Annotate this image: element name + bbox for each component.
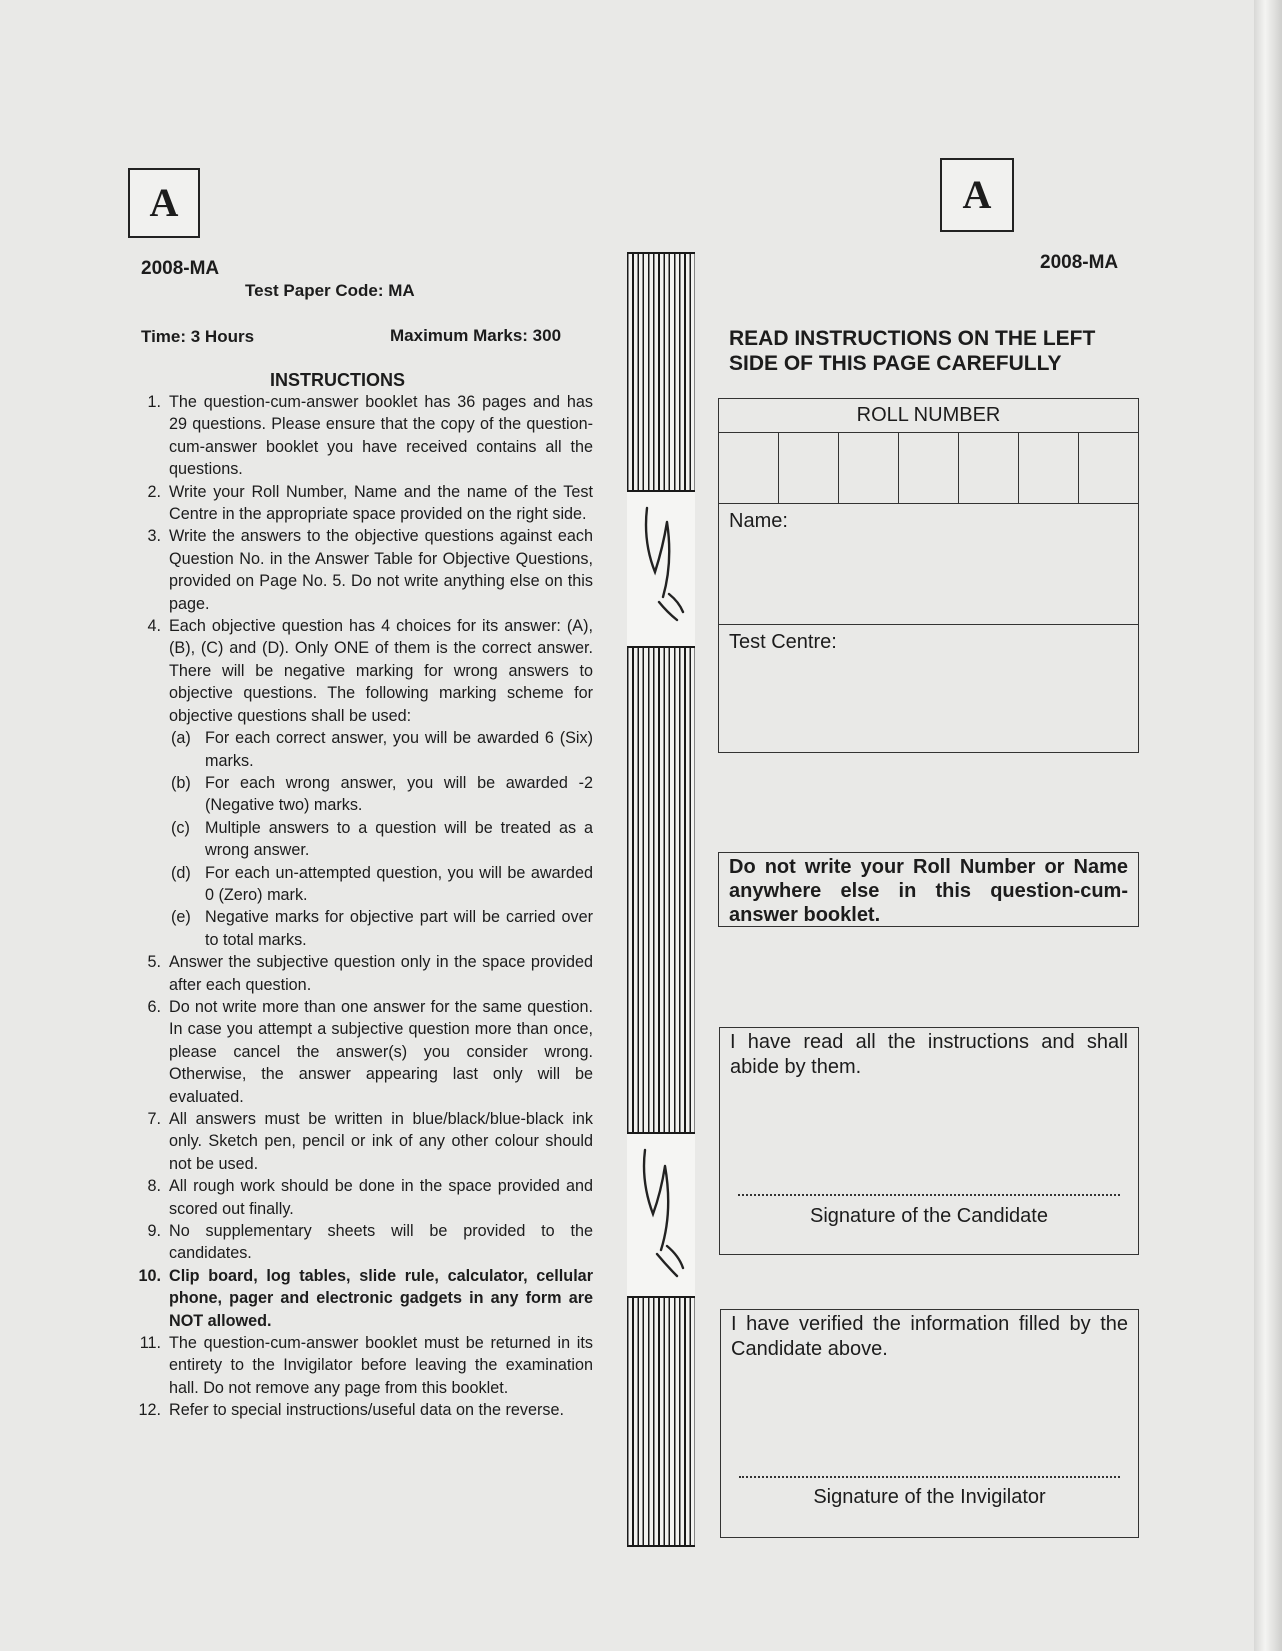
- instruction-number: 2.: [147, 482, 161, 501]
- time-allowed: Time: 3 Hours: [141, 327, 255, 346]
- instruction-text: All rough work should be done in the space provided and scored out finally.: [169, 1177, 593, 1218]
- instruction-item: [133, 1265, 593, 1332]
- instructions-heading: INSTRUCTIONS: [270, 370, 405, 390]
- roll-number-cell[interactable]: [839, 433, 899, 503]
- roll-number-label: ROLL NUMBER: [719, 399, 1138, 433]
- marking-scheme-label: (c): [171, 818, 190, 837]
- marking-scheme-label: (d): [171, 863, 191, 882]
- candidate-signature-line[interactable]: [738, 1194, 1120, 1196]
- name-label: Name:: [729, 510, 788, 532]
- invigilator-verification-box: [720, 1309, 1139, 1538]
- roll-number-cells: [719, 433, 1138, 504]
- binding-stripes: [627, 1296, 695, 1547]
- set-letter: A: [149, 180, 179, 225]
- roll-number-cell[interactable]: [1079, 433, 1138, 503]
- roll-number-cell[interactable]: [959, 433, 1019, 503]
- test-centre-field[interactable]: [719, 625, 1138, 660]
- instruction-item: [133, 525, 593, 615]
- instruction-item: [133, 615, 593, 951]
- set-letter-box-left: [128, 168, 200, 238]
- marking-scheme-text: For each un-attempted question, you will be awarded 0 (Zero) mark.: [205, 863, 593, 904]
- read-instructions-notice: [729, 326, 1129, 376]
- warning-notice: Do not write your Roll Number or Name anywhere else in this question-cum-answer booklet.: [718, 852, 1139, 927]
- instruction-number: 8.: [147, 1177, 161, 1196]
- instruction-number: 3.: [147, 527, 161, 546]
- instruction-item: [133, 1399, 593, 1421]
- read-instructions-line: READ INSTRUCTIONS ON THE LEFT: [729, 327, 1096, 350]
- binding-strip: [627, 252, 695, 1543]
- set-letter-box-right: [940, 158, 1014, 232]
- verification-text: I have verified the information filled by the Candidate above.: [731, 1313, 1128, 1360]
- instruction-item: [133, 996, 593, 1108]
- instruction-text: The question-cum-answer booklet must be returned in its entirety to the Invigilator before leaving the examination hall. Do not remove any page from this booklet.: [169, 1334, 593, 1397]
- instruction-item: [133, 1108, 593, 1175]
- marking-scheme-text: For each correct answer, you will be awarded 6 (Six) marks.: [205, 729, 593, 770]
- roll-number-cell[interactable]: [1019, 433, 1079, 503]
- instruction-number: 1.: [147, 393, 161, 411]
- marking-scheme-list: [169, 727, 593, 951]
- instruction-text: Write the answers to the objective questions against each Question No. in the Answer Table for Objective Questions, provided on Page No. 5. Do not write anything else on this page.: [169, 527, 593, 613]
- invigilator-signature-line[interactable]: [739, 1476, 1120, 1478]
- marking-scheme-text: Multiple answers to a question will be treated as a wrong answer.: [205, 818, 593, 860]
- instruction-text: The question-cum-answer booklet has 36 pages and has 29 questions. Please ensure that the copy of the question-cum-answer booklet you have received contains all the questions.: [169, 393, 593, 479]
- marking-scheme-item: [169, 906, 593, 951]
- instruction-text: Write your Roll Number, Name and the name of the Test Centre in the appropriate space provided on the right side.: [169, 482, 593, 524]
- instruction-text: No supplementary sheets will be provided to the candidates.: [169, 1222, 593, 1263]
- instructions-list: [133, 391, 593, 1422]
- instruction-item: [133, 1175, 593, 1220]
- marking-scheme-label: (e): [171, 908, 191, 927]
- test-paper-code: Test Paper Code: MA: [245, 281, 415, 300]
- invigilator-signature-label: Signature of the Invigilator: [813, 1486, 1046, 1508]
- candidate-declaration-box: [719, 1027, 1139, 1255]
- instruction-number: 7.: [147, 1110, 161, 1128]
- marking-scheme-item: [169, 727, 593, 772]
- candidate-signature-label: Signature of the Candidate: [810, 1205, 1048, 1227]
- name-field[interactable]: [719, 504, 1138, 625]
- instruction-text: Clip board, log tables, slide rule, calculator, cellular phone, pager and electronic gadgets in any form are NOT allowed.: [169, 1266, 593, 1330]
- instruction-number: 11.: [139, 1334, 161, 1353]
- paper-code-right: 2008-MA: [1040, 252, 1119, 273]
- roll-number-cell[interactable]: [719, 433, 779, 503]
- instruction-number: 6.: [147, 997, 161, 1016]
- marking-scheme-text: Negative marks for objective part will be carried over to total marks.: [205, 908, 593, 949]
- marking-scheme-text: For each wrong answer, you will be awarded -2 (Negative two) marks.: [205, 773, 593, 815]
- instruction-text: Answer the subjective question only in the space provided after each question.: [169, 953, 593, 994]
- marking-scheme-item: [169, 772, 593, 817]
- roll-number-cell[interactable]: [779, 433, 839, 503]
- marking-scheme-item: [169, 817, 593, 862]
- paper-code-left: 2008-MA: [141, 258, 220, 279]
- test-centre-label: Test Centre:: [729, 631, 837, 653]
- instruction-number: 9.: [147, 1222, 161, 1241]
- instruction-item: [133, 951, 593, 996]
- declaration-text: I have read all the instructions and shall abide by them.: [730, 1031, 1128, 1078]
- instruction-number: 10.: [138, 1266, 161, 1285]
- read-instructions-line: SIDE OF THIS PAGE CAREFULLY: [729, 352, 1062, 375]
- marking-scheme-item: [169, 862, 593, 907]
- instruction-number: 4.: [147, 617, 161, 636]
- instruction-text: All answers must be written in blue/black/blue-black ink only. Sketch pen, pencil or ink of any other colour should not be used.: [169, 1110, 593, 1173]
- instruction-item: [133, 1332, 593, 1399]
- instruction-number: 12.: [138, 1401, 161, 1420]
- handwritten-initials: [633, 502, 689, 632]
- instruction-item: [133, 391, 593, 481]
- instruction-number: 5.: [147, 953, 161, 972]
- roll-number-cell[interactable]: [899, 433, 959, 503]
- binding-stripes: [627, 252, 695, 492]
- handwritten-initials: [633, 1142, 689, 1287]
- instruction-text: Do not write more than one answer for the same question. In case you attempt a subjective question more than once, please cancel the answer(s) you consider wrong. Otherwise, the answer appearing last only will be evaluated.: [169, 997, 593, 1106]
- marking-scheme-label: (b): [171, 773, 191, 792]
- marking-scheme-label: (a): [171, 729, 191, 748]
- instruction-item: [133, 1220, 593, 1265]
- instruction-text: Refer to special instructions/useful data on the reverse.: [169, 1401, 565, 1420]
- paper-edge: [1254, 0, 1282, 1651]
- set-letter: A: [962, 172, 992, 217]
- binding-stripes: [627, 646, 695, 1134]
- instruction-item: [133, 481, 593, 526]
- instruction-text: Each objective question has 4 choices for its answer: (A), (B), (C) and (D). Only ONE of them is the correct answer. There will be negative marking for wrong answers to objective questions. The following marking scheme for objective questions shall be used:: [169, 617, 593, 725]
- maximum-marks: Maximum Marks: 300: [390, 326, 562, 345]
- candidate-details-form: [718, 398, 1139, 753]
